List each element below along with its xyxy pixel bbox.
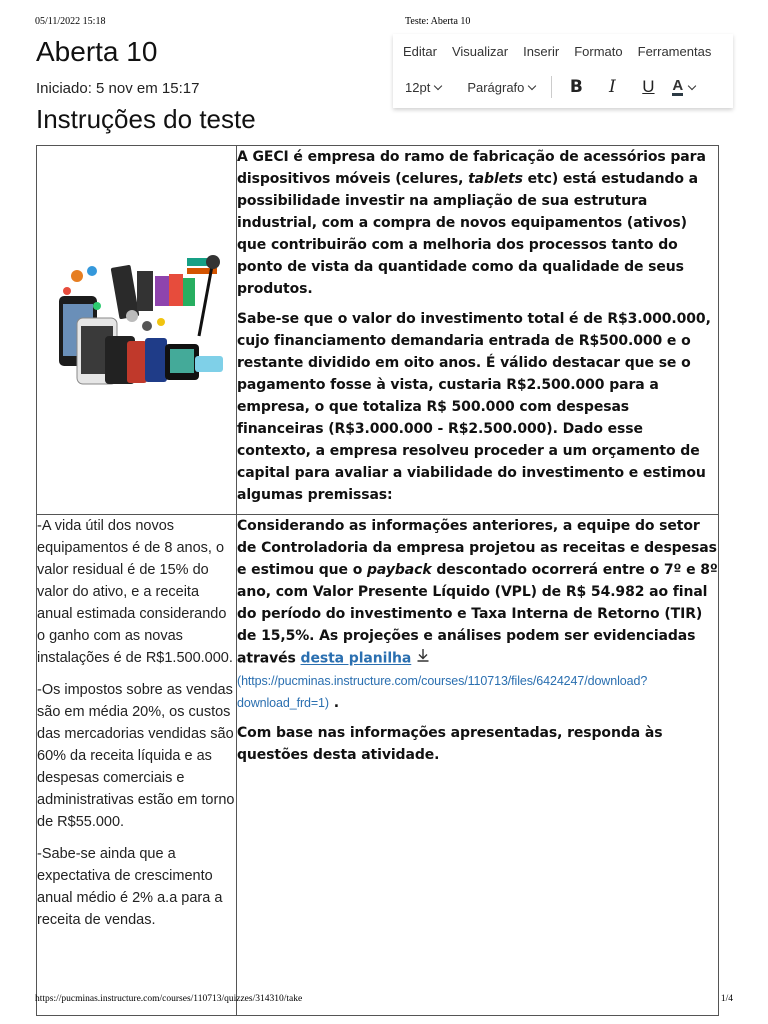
mobile-accessories-image	[37, 146, 236, 490]
intro-paragraph-1	[237, 146, 718, 300]
premise-3: -Sabe-se ainda que a expectativa de crescimento anual médio é 2% a.a para a receita de vendas.	[37, 846, 223, 928]
editor-menubar	[403, 44, 711, 59]
rich-text-editor-toolbar	[393, 34, 733, 108]
print-page-title: Teste: Aberta 10	[405, 16, 471, 27]
chevron-down-icon	[434, 81, 442, 89]
premise-2: -Os impostos sobre as vendas são em média 20%, os custos das mercadorias vendidas são 60% da receita líquida e as despesas comerciais e administrativas estão em torno de R$55.000.	[37, 682, 235, 830]
spreadsheet-url[interactable]: (https://pucminas.instructure.com/courses/110713/files/6424247/download?download_frd=1)	[237, 674, 648, 710]
bold-button[interactable]: B	[569, 77, 583, 97]
text-color-icon: A	[672, 76, 684, 94]
font-size-value: 12pt	[405, 79, 431, 95]
block-format-select[interactable]	[467, 80, 535, 95]
editor-formatbar	[405, 76, 695, 98]
premise-1: -A vida útil dos novos equipamentos é de 8 anos, o valor residual é de 15% do valor do ativo, e a receita anual estimada considerando o ganho com as novas instalações é de R$1.500.000.	[37, 518, 233, 666]
instructions-table	[36, 145, 719, 1016]
closing-paragraph: Com base nas informações apresentadas, responda às questões desta atividade.	[237, 725, 663, 763]
menu-inserir[interactable]: Inserir	[523, 44, 560, 59]
download-icon[interactable]	[415, 647, 431, 670]
analysis-text-a: Considerando as informações anteriores, a equipe do setor de Controladoria da empresa projetou as receitas e despesas e estimou que o	[237, 518, 717, 578]
font-size-select[interactable]	[405, 80, 441, 95]
image-cell	[37, 146, 237, 515]
chevron-down-icon	[688, 81, 696, 89]
toolbar-divider	[551, 76, 552, 98]
underline-button[interactable]: U	[642, 77, 655, 96]
premises-cell	[37, 515, 237, 1016]
intro-paragraph-2: Sabe-se que o valor do investimento total é de R$3.000.000, cujo financiamento demandaria entrada de R$500.000 e o restante dividido em oito anos. É válido destacar que se o pagamento fosse à vista, custaria R$2.500.000 para a empresa, o que totaliza R$ 500.000 com despesas financeiras (R$3.000.000 - R$2.500.000). Dado esse contexto, a empresa resolveu proceder a um orçamento de capital para avaliar a viabilidade do investimento e estimou algumas premissas:	[237, 311, 711, 503]
analysis-paragraph	[237, 515, 718, 714]
chevron-down-icon	[528, 81, 536, 89]
spreadsheet-link[interactable]: desta planilha	[300, 650, 412, 667]
intro-text-b: etc) está estudando a possibilidade investir na ampliação de sua estrutura industrial, com a compra de novos equipamentos (ativos) que contribuirão com a melhoria dos processos tanto do ponto de vista da quantidade como da qualidade de seus produtos.	[237, 171, 699, 297]
menu-visualizar[interactable]: Visualizar	[451, 44, 509, 59]
menu-ferramentas[interactable]: Ferramentas	[637, 44, 712, 59]
analysis-text-em: payback	[367, 562, 432, 578]
print-datetime: 05/11/2022 15:18	[35, 16, 106, 27]
footer-page-number: 1/4	[720, 994, 733, 1004]
started-timestamp: Iniciado: 5 nov em 15:17	[36, 80, 200, 97]
intro-text-a: A GECI é empresa do ramo de fabricação de acessórios para dispositivos móveis (celures,	[237, 149, 706, 187]
menu-editar[interactable]: Editar	[403, 44, 437, 59]
link-trailing-text: .	[328, 695, 339, 711]
print-header	[35, 16, 733, 30]
text-color-button[interactable]	[672, 76, 695, 96]
instructions-title: Instruções do teste	[36, 104, 256, 134]
quiz-title: Aberta 10	[36, 36, 158, 67]
intro-text-em: tablets	[468, 171, 523, 187]
intro-cell	[237, 146, 719, 515]
print-footer	[35, 994, 733, 1006]
analysis-text-b: descontado ocorrerá entre o 7º e 8º ano, com Valor Presente Líquido (VPL) de R$ 54.982 ao final do período do investimento e Taxa Interna de Retorno (TIR) de 15,5%. As projeções e análises podem ser evidenciadas através	[237, 562, 718, 667]
analysis-cell	[237, 515, 719, 1016]
footer-url: https://pucminas.instructure.com/courses/110713/quizzes/314310/take	[35, 994, 303, 1004]
menu-formato[interactable]: Formato	[574, 44, 623, 59]
italic-button[interactable]: I	[609, 77, 616, 97]
block-format-value: Parágrafo	[467, 79, 525, 95]
